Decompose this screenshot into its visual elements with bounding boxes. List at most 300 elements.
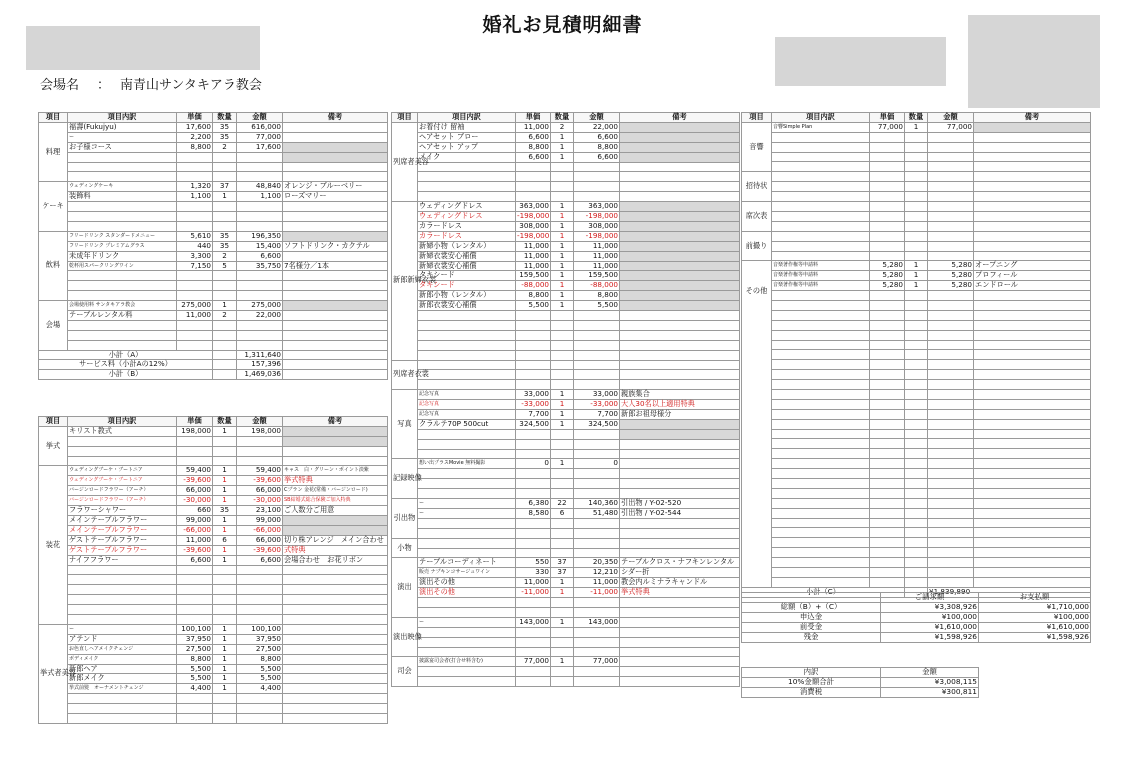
- table-row: [392, 330, 740, 340]
- header-price: 単価: [177, 417, 213, 427]
- category-cell: 挙式者美容: [39, 624, 68, 723]
- qty-cell: 1: [213, 545, 237, 555]
- summary-bill: ¥100,000: [881, 612, 979, 622]
- summary-paid: ¥1,610,000: [979, 622, 1091, 632]
- price-cell: 17,600: [177, 122, 213, 132]
- category-cell: 写真: [392, 390, 418, 459]
- item-cell: タキシード: [418, 271, 516, 281]
- category-cell: ケーキ: [39, 182, 68, 231]
- table-row: [392, 281, 740, 291]
- amount-cell: 6,600: [237, 251, 283, 261]
- header-qty: 数量: [213, 113, 237, 123]
- table-row: [39, 320, 388, 330]
- header-breakdown: 内訳: [742, 668, 881, 678]
- item-cell: ー: [68, 624, 177, 634]
- item-cell: タキシード: [418, 281, 516, 291]
- table-row: [39, 241, 388, 251]
- redacted-note: [620, 251, 740, 261]
- subtotal-b-label: 小計（B）: [39, 370, 213, 380]
- table-row: [392, 677, 740, 687]
- table-row: [392, 320, 740, 330]
- table-row: [742, 380, 1091, 390]
- item-cell: メインテーブルフラワー: [68, 525, 177, 535]
- table-row: [392, 598, 740, 608]
- redacted-block: [26, 26, 260, 70]
- table-row: [39, 142, 388, 152]
- redacted-note: [283, 426, 388, 436]
- table-row: [742, 409, 1091, 419]
- price-cell: 11,000: [516, 578, 551, 588]
- table-row: [742, 439, 1091, 449]
- qty-cell: 1: [551, 251, 574, 261]
- price-cell: 11,000: [516, 251, 551, 261]
- price-cell: 440: [177, 241, 213, 251]
- item-cell: カラードレス: [418, 221, 516, 231]
- table-row: [39, 466, 388, 476]
- table-row: [742, 390, 1091, 400]
- table-row: [742, 261, 1091, 271]
- table-row: [742, 271, 1091, 281]
- table-row: [392, 637, 740, 647]
- table-row: [39, 516, 388, 526]
- qty-cell: 1: [551, 221, 574, 231]
- price-cell: 4,400: [177, 684, 213, 694]
- document-title: 婚礼お見積明細書: [482, 14, 643, 36]
- amount-cell: 48,840: [237, 182, 283, 192]
- item-cell: 音響Simple Plan: [772, 122, 870, 132]
- amount-cell: 196,350: [237, 231, 283, 241]
- amount-cell: 11,000: [574, 241, 620, 251]
- qty-cell: 1: [213, 516, 237, 526]
- item-cell: 乾杯用スパークリングワイン: [68, 261, 177, 271]
- table-row: [392, 528, 740, 538]
- amount-cell: 5,280: [928, 281, 974, 291]
- table-row: [742, 291, 1091, 301]
- table-row: [392, 291, 740, 301]
- qty-cell: 1: [905, 261, 928, 271]
- table-row: [392, 261, 740, 271]
- table-row: [742, 419, 1091, 429]
- amount-cell: 8,800: [574, 142, 620, 152]
- qty-cell: 1: [551, 617, 574, 627]
- amount-cell: 11,000: [574, 578, 620, 588]
- table-row: [39, 476, 388, 486]
- category-cell: 演出映像: [392, 617, 418, 657]
- amount-cell: 324,500: [574, 419, 620, 429]
- table-row: [39, 506, 388, 516]
- header-item: 項目内訳: [68, 113, 177, 123]
- venue-line: [40, 74, 262, 93]
- price-cell: 5,280: [870, 271, 905, 281]
- note-cell: [283, 664, 388, 674]
- qty-cell: 37: [213, 182, 237, 192]
- table-row: [392, 657, 740, 667]
- item-cell: 挙式前髪 オーナメントチェンジ: [68, 684, 177, 694]
- price-cell: 66,000: [177, 486, 213, 496]
- table-row: [742, 231, 1091, 241]
- table-row: [742, 320, 1091, 330]
- amount-cell: 1,100: [237, 192, 283, 202]
- table-row: [392, 508, 740, 518]
- table-row: [392, 340, 740, 350]
- header-tax-amount: 金額: [881, 668, 979, 678]
- table-row: [742, 340, 1091, 350]
- price-cell: -66,000: [177, 525, 213, 535]
- item-cell: ー: [68, 132, 177, 142]
- price-cell: 6,600: [177, 555, 213, 565]
- price-cell: 100,100: [177, 624, 213, 634]
- qty-cell: 35: [213, 231, 237, 241]
- note-cell: [283, 624, 388, 634]
- summary-paid: ¥1,710,000: [979, 602, 1091, 612]
- table-row: [392, 469, 740, 479]
- note-cell: 会場合わせ お花リボン: [283, 555, 388, 565]
- price-cell: 11,000: [177, 535, 213, 545]
- price-cell: 660: [177, 506, 213, 516]
- amount-cell: -33,000: [574, 400, 620, 410]
- item-cell: 音楽著作権等申請料: [772, 261, 870, 271]
- price-cell: -39,600: [177, 545, 213, 555]
- item-cell: 披露宴司会者(打合せ料含む): [418, 657, 516, 667]
- table-row: [742, 202, 1091, 212]
- table-row: [392, 301, 740, 311]
- qty-cell: 1: [213, 674, 237, 684]
- table-row: [392, 607, 740, 617]
- price-cell: 6,380: [516, 499, 551, 509]
- table-row: [392, 182, 740, 192]
- table-row: [392, 251, 740, 261]
- price-cell: 11,000: [516, 261, 551, 271]
- qty-cell: 2: [213, 142, 237, 152]
- qty-cell: 1: [551, 390, 574, 400]
- note-cell: エンドロール: [974, 281, 1091, 291]
- table-row: [392, 459, 740, 469]
- table-row: [392, 449, 740, 459]
- note-cell: 式特典: [283, 545, 388, 555]
- table-row: [742, 449, 1091, 459]
- item-cell: ナイフフラワー: [68, 555, 177, 565]
- amount-cell: -88,000: [574, 281, 620, 291]
- table-row: [392, 360, 740, 370]
- table-row: [742, 350, 1091, 360]
- redacted-block: [775, 37, 946, 86]
- item-cell: ヘアセット アップ: [418, 142, 516, 152]
- price-cell: 6,600: [516, 152, 551, 162]
- amount-cell: -198,000: [574, 231, 620, 241]
- amount-cell: 0: [574, 459, 620, 469]
- table-row: [39, 301, 388, 311]
- qty-cell: 1: [213, 426, 237, 436]
- amount-cell: -11,000: [574, 588, 620, 598]
- table-row: [39, 152, 388, 162]
- qty-cell: 1: [551, 212, 574, 222]
- table-row: [39, 162, 388, 172]
- subtotal-c-label: 小計（C）: [742, 587, 905, 597]
- amount-cell: 59,400: [237, 466, 283, 476]
- table-row: [742, 479, 1091, 489]
- table-row: [392, 588, 740, 598]
- price-cell: 11,000: [516, 122, 551, 132]
- table-row: [39, 231, 388, 241]
- note-cell: 7名様分／1本: [283, 261, 388, 271]
- amount-cell: 77,000: [928, 122, 974, 132]
- category-cell: 挙式: [39, 426, 68, 466]
- note-cell: [620, 617, 740, 627]
- table-row: [39, 281, 388, 291]
- table-row: [39, 535, 388, 545]
- price-cell: 1,100: [177, 192, 213, 202]
- tax-amount: ¥300,811: [881, 687, 979, 697]
- amount-cell: 20,350: [574, 558, 620, 568]
- amount-cell: 5,500: [574, 301, 620, 311]
- note-cell: [283, 310, 388, 320]
- note-cell: SB結婚式総合保険ご加入特典: [283, 496, 388, 506]
- price-cell: 27,500: [177, 644, 213, 654]
- item-cell: ー: [418, 617, 516, 627]
- amount-cell: 275,000: [237, 301, 283, 311]
- amount-cell: 6,600: [574, 152, 620, 162]
- amount-cell: 51,480: [574, 508, 620, 518]
- table-tax-breakdown: [741, 667, 1091, 698]
- header-category: 項目: [392, 113, 418, 123]
- item-cell: 演出その他: [418, 578, 516, 588]
- redacted-note: [620, 271, 740, 281]
- amount-cell: 5,280: [928, 271, 974, 281]
- qty-cell: 1: [905, 271, 928, 281]
- price-cell: 7,150: [177, 261, 213, 271]
- price-cell: -88,000: [516, 281, 551, 291]
- qty-cell: 1: [213, 476, 237, 486]
- note-cell: 大人30名以上適用特典: [620, 400, 740, 410]
- table-row: [742, 301, 1091, 311]
- qty-cell: 1: [551, 291, 574, 301]
- table-row: [39, 340, 388, 350]
- category-cell: 装花: [39, 466, 68, 624]
- qty-cell: 22: [551, 499, 574, 509]
- table-row: [392, 558, 740, 568]
- service-label: サービス料（小計Aの12%）: [39, 360, 213, 370]
- item-cell: メインテーブルフラワー: [68, 516, 177, 526]
- redacted-note: [620, 429, 740, 439]
- price-cell: 8,800: [516, 142, 551, 152]
- amount-cell: 35,750: [237, 261, 283, 271]
- item-cell: ウェディングドレス: [418, 212, 516, 222]
- note-cell: [620, 657, 740, 667]
- header-price: 単価: [870, 113, 905, 123]
- qty-cell: 1: [551, 281, 574, 291]
- price-cell: 37,950: [177, 634, 213, 644]
- table-row: [742, 330, 1091, 340]
- amount-cell: 77,000: [574, 657, 620, 667]
- table-row: [392, 617, 740, 627]
- item-cell: お子様コース: [68, 142, 177, 152]
- price-cell: 275,000: [177, 301, 213, 311]
- item-cell: お色直しヘアメイクチェンジ: [68, 644, 177, 654]
- table-row: [742, 528, 1091, 538]
- table-row: [392, 271, 740, 281]
- note-cell: テーブルクロス・ナフキンレンタル: [620, 558, 740, 568]
- amount-cell: 66,000: [237, 535, 283, 545]
- subtotal-c-value: ¥1,839,890: [928, 587, 1091, 597]
- qty-cell: 1: [213, 654, 237, 664]
- table-row: [742, 558, 1091, 568]
- table-header: [39, 417, 388, 427]
- qty-cell: 1: [551, 241, 574, 251]
- item-cell: 新郎ヘア: [68, 664, 177, 674]
- table-ceremony-flowers: [38, 416, 388, 724]
- item-cell: 新郎メイク: [68, 674, 177, 684]
- table-row: [742, 241, 1091, 251]
- qty-cell: 1: [551, 142, 574, 152]
- table-row: [392, 172, 740, 182]
- price-cell: 11,000: [516, 241, 551, 251]
- qty-cell: 1: [551, 588, 574, 598]
- category-cell: 飲料: [39, 231, 68, 300]
- amount-cell: 99,000: [237, 516, 283, 526]
- table-row: [39, 555, 388, 565]
- note-cell: 親族集合: [620, 390, 740, 400]
- header-price: 単価: [516, 113, 551, 123]
- redacted-note: [620, 291, 740, 301]
- amount-cell: 5,500: [237, 664, 283, 674]
- table-row: [392, 202, 740, 212]
- price-cell: 33,000: [516, 390, 551, 400]
- price-cell: 8,580: [516, 508, 551, 518]
- summary-row: [742, 602, 1091, 612]
- table-row: [392, 400, 740, 410]
- qty-cell: 1: [213, 555, 237, 565]
- qty-cell: 35: [213, 506, 237, 516]
- table-row: [392, 132, 740, 142]
- note-cell: [283, 251, 388, 261]
- category-cell: 料理: [39, 122, 68, 181]
- table-row: [39, 615, 388, 625]
- header-item: 項目内訳: [68, 417, 177, 427]
- qty-cell: 1: [551, 459, 574, 469]
- item-cell: 記念写真: [418, 410, 516, 420]
- category-cell: 招待状: [742, 172, 772, 202]
- category-cell: 会場: [39, 301, 68, 350]
- qty-cell: 1: [213, 644, 237, 654]
- price-cell: 8,800: [177, 142, 213, 152]
- table-row: [392, 221, 740, 231]
- tax-row: [742, 687, 1091, 697]
- category-cell: 小物: [392, 538, 418, 558]
- price-cell: -33,000: [516, 400, 551, 410]
- table-row: [392, 647, 740, 657]
- amount-cell: 6,600: [574, 132, 620, 142]
- venue-separator: ：: [97, 78, 111, 93]
- table-header: [742, 593, 1091, 603]
- qty-cell: 1: [551, 271, 574, 281]
- table-row: [39, 132, 388, 142]
- table-row: [39, 714, 388, 724]
- redacted-note: [620, 241, 740, 251]
- table-row: [39, 436, 388, 446]
- subtotal-b-value: 1,469,036: [237, 370, 283, 380]
- header-amount: 金額: [237, 417, 283, 427]
- table-row: [39, 271, 388, 281]
- table-row: [39, 202, 388, 212]
- category-cell: 列席者衣裳: [392, 360, 418, 390]
- item-cell: 音楽著作権等申請料: [772, 281, 870, 291]
- summary-paid: ¥1,598,926: [979, 632, 1091, 642]
- redacted-note: [620, 202, 740, 212]
- table-row: [742, 429, 1091, 439]
- category-cell: 司会: [392, 657, 418, 687]
- table-row: [742, 221, 1091, 231]
- table-row: [392, 568, 740, 578]
- amount-cell: -39,600: [237, 476, 283, 486]
- qty-cell: 1: [551, 152, 574, 162]
- table-row: [39, 310, 388, 320]
- table-row: [39, 182, 388, 192]
- item-cell: アテンド: [68, 634, 177, 644]
- header-note: 備考: [974, 113, 1091, 123]
- table-row: [392, 380, 740, 390]
- table-row: [742, 310, 1091, 320]
- note-cell: [283, 132, 388, 142]
- qty-cell: 1: [213, 525, 237, 535]
- note-cell: オレンジ・ブルーベリー: [283, 182, 388, 192]
- price-cell: 550: [516, 558, 551, 568]
- qty-cell: 1: [551, 301, 574, 311]
- table-row: [392, 518, 740, 528]
- price-cell: 8,800: [516, 291, 551, 301]
- amount-cell: 6,600: [237, 555, 283, 565]
- qty-cell: 1: [551, 132, 574, 142]
- table-row: [39, 704, 388, 714]
- note-cell: 切り株アレンジ メイン合わせ: [283, 535, 388, 545]
- amount-cell: 22,000: [237, 310, 283, 320]
- service-value: 157,396: [237, 360, 283, 370]
- table-row: [39, 595, 388, 605]
- summary-row: [742, 612, 1091, 622]
- qty-cell: 1: [213, 664, 237, 674]
- item-cell: ボディメイク: [68, 654, 177, 664]
- header-category: 項目: [39, 417, 68, 427]
- item-cell: ー: [418, 508, 516, 518]
- table-row: [39, 291, 388, 301]
- amount-cell: 37,950: [237, 634, 283, 644]
- item-cell: キリスト教式: [68, 426, 177, 436]
- qty-cell: 37: [551, 568, 574, 578]
- table-row: [742, 152, 1091, 162]
- redacted-note: [620, 122, 740, 132]
- item-cell: フラワーシャワー: [68, 506, 177, 516]
- item-cell: お着付け 留袖: [418, 122, 516, 132]
- item-cell: 想い出プラスMovie 無料撮影: [418, 459, 516, 469]
- item-cell: テーブルコーディネート: [418, 558, 516, 568]
- redacted-block: [968, 15, 1100, 108]
- redacted-note: [620, 301, 740, 311]
- redacted-note: [620, 212, 740, 222]
- subtotal-a-value: 1,311,640: [237, 350, 283, 360]
- price-cell: 143,000: [516, 617, 551, 627]
- category-cell: 列席者美容: [392, 122, 418, 201]
- item-cell: フリードリンク スタンダードメニュー: [68, 231, 177, 241]
- price-cell: 1,320: [177, 182, 213, 192]
- header-amount: 金額: [237, 113, 283, 123]
- note-cell: [283, 674, 388, 684]
- header-qty: 数量: [905, 113, 928, 123]
- item-cell: 新婦衣裳安心補償: [418, 261, 516, 271]
- summary-label: 総額（B）+（C）: [742, 602, 881, 612]
- item-cell: フリードリンク プレミアムグラス: [68, 241, 177, 251]
- qty-cell: 1: [213, 192, 237, 202]
- table-row: [392, 419, 740, 429]
- header-note: 備考: [283, 113, 388, 123]
